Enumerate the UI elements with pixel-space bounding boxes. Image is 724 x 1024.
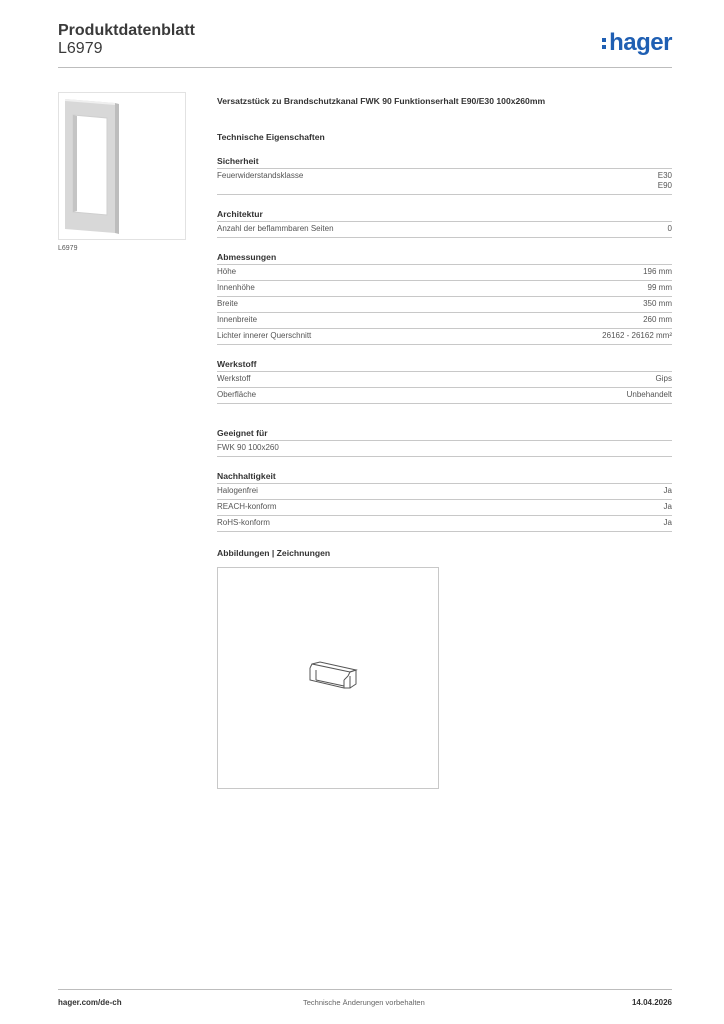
section-sicherheit <box>217 156 672 195</box>
property-value: 196 mm <box>643 267 672 276</box>
product-description: Versatzstück zu Brandschutzkanal FWK 90 Funktionserhalt E90/E30 100x260mm <box>217 96 546 106</box>
property-row <box>217 329 672 345</box>
hager-logo[interactable] <box>601 28 672 58</box>
footer-divider <box>58 989 672 990</box>
footer-notice: Technische Änderungen vorbehalten <box>303 998 425 1007</box>
product-code: L6979 <box>58 40 103 57</box>
section-heading: Werkstoff <box>217 359 672 372</box>
property-row <box>217 169 672 195</box>
property-row <box>217 441 672 457</box>
property-row <box>217 281 672 297</box>
property-label: Innenbreite <box>217 315 258 324</box>
property-value: 26162 - 26162 mm² <box>602 331 672 340</box>
footer-website-link[interactable]: hager.com/de-ch <box>58 998 122 1007</box>
technical-drawing <box>217 567 439 789</box>
property-label: Werkstoff <box>217 374 251 383</box>
property-value: Ja <box>663 486 672 495</box>
property-row <box>217 500 672 516</box>
property-label: Feuerwiderstandsklasse <box>217 171 304 180</box>
property-value: Unbehandelt <box>626 390 672 399</box>
property-value: Ja <box>663 518 672 527</box>
property-label: REACH-konform <box>217 502 277 511</box>
property-row <box>217 297 672 313</box>
section-heading: Geeignet für <box>217 428 672 441</box>
property-value-line: E90 <box>657 181 672 190</box>
property-label: Oberfläche <box>217 390 257 399</box>
section-abbildungen <box>217 548 672 789</box>
property-row <box>217 484 672 500</box>
property-value: 99 mm <box>647 283 672 292</box>
section-nachhaltigkeit <box>217 471 672 532</box>
section-abmessungen <box>217 252 672 345</box>
product-image <box>58 92 186 240</box>
section-heading: Architektur <box>217 209 672 222</box>
section-architektur <box>217 209 672 238</box>
logo-text: hager <box>609 29 672 56</box>
property-row <box>217 265 672 281</box>
section-heading: Abmessungen <box>217 252 672 265</box>
property-row <box>217 388 672 404</box>
header-divider <box>58 67 672 68</box>
section-heading: Abbildungen | Zeichnungen <box>217 548 331 558</box>
property-label: Halogenfrei <box>217 486 258 495</box>
section-werkstoff <box>217 359 672 404</box>
property-value: Gips <box>655 374 672 383</box>
property-row <box>217 313 672 329</box>
property-label: Breite <box>217 299 238 308</box>
product-image-caption: L6979 <box>58 245 78 252</box>
logo-colon-mark <box>601 35 607 51</box>
property-label: Höhe <box>217 267 237 276</box>
tech-properties-heading: Technische Eigenschaften <box>217 132 325 142</box>
property-value: 0 <box>667 224 672 233</box>
frame-piece-illustration <box>59 93 185 239</box>
section-geeignet-fuer <box>217 428 672 457</box>
property-label: Innenhöhe <box>217 283 255 292</box>
property-value: 260 mm <box>643 315 672 324</box>
property-value-line: E30 <box>657 171 672 180</box>
footer-date: 14.04.2026 <box>631 998 672 1007</box>
property-row <box>217 516 672 532</box>
property-value: 350 mm <box>643 299 672 308</box>
main-content <box>217 96 672 789</box>
property-row <box>217 222 672 238</box>
section-heading: Sicherheit <box>217 156 672 169</box>
property-label: Anzahl der beflammbaren Seiten <box>217 224 334 233</box>
section-heading: Nachhaltigkeit <box>217 471 672 484</box>
property-label: Lichter innerer Querschnitt <box>217 331 312 340</box>
property-value <box>658 171 672 191</box>
property-label: RoHS-konform <box>217 518 270 527</box>
page-title: Produktdatenblatt <box>58 22 195 39</box>
compatible-product: FWK 90 100x260 <box>217 443 279 452</box>
property-value: Ja <box>663 502 672 511</box>
u-profile-drawing <box>218 568 438 788</box>
property-row <box>217 372 672 388</box>
